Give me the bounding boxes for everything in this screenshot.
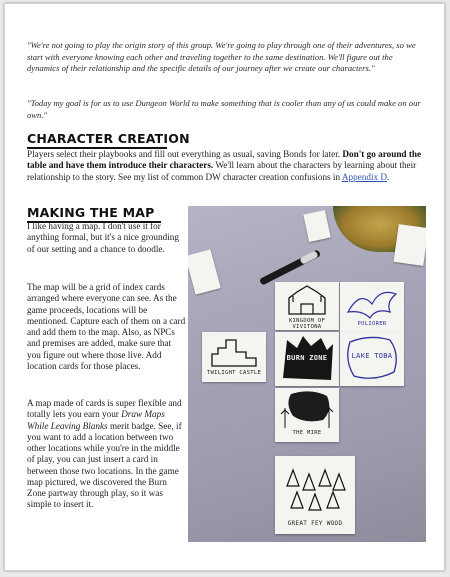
- side-card-1: [303, 210, 330, 242]
- card-mire: [275, 388, 339, 442]
- map-p3-a: A map made of cards is super flexible and totally lets you earn your: [27, 398, 182, 420]
- side-card-2: [394, 224, 426, 266]
- map-paragraph-2: The map will be a grid of index cards arranged where everyone can see. As the game proceeds, locations will be mentioned. Capture each of them on a card and add them to the map. Also, as NPCs and premises are added, make sure that you figure out where those live. Add location cards for those places.: [27, 282, 186, 371]
- map-paragraph-3: [27, 398, 187, 511]
- card-mire-label: THE MIRE: [292, 430, 322, 436]
- card-forest: [275, 456, 355, 534]
- map-photo: [188, 206, 426, 542]
- cc-text-a: Players select their playbooks and fill out everything as usual, saving Bonds for later.: [27, 149, 343, 159]
- card-dragon: [340, 282, 404, 332]
- cc-text-c: .: [387, 171, 390, 182]
- intro-quote-2: "Today my goal is for us to use Dungeon World to make something that is cooler than any of us could make on our own.": [27, 98, 421, 120]
- cc-text-bold: Don't go around the table and have them introduce their characters.: [27, 149, 422, 171]
- card-lake: [340, 332, 404, 386]
- card-burn-label: BURN ZONE: [286, 354, 328, 362]
- card-kingdom: [275, 282, 339, 330]
- map-paragraph-1: I like having a map. I don't use it for anything formal, but it's a nice grounding of our setting and a chance to doodle.: [27, 221, 179, 254]
- card-kingdom-label: KINGDOM OF VIVITONA: [288, 318, 326, 330]
- cc-text-b: We'll learn about the characters by learning about their relationship to the story. See my list of common DW character creation confusions in: [27, 160, 417, 182]
- card-burn: [275, 332, 339, 386]
- appendix-d-link[interactable]: Appendix D: [341, 171, 388, 182]
- card-lake-label: LAKE TOBA: [351, 352, 393, 360]
- side-card-3: [188, 249, 221, 294]
- card-twilight-label: TWILIGHT CASTLE: [206, 370, 262, 376]
- card-forest-label: GREAT FEY WOOD: [287, 520, 343, 527]
- heading-making-the-map: MAKING THE MAP: [27, 205, 161, 223]
- heading-character-creation: CHARACTER CREATION: [27, 131, 190, 149]
- character-creation-paragraph: [27, 149, 422, 183]
- card-twilight: [202, 332, 266, 382]
- intro-quote-1: "We're not going to play the origin story of this group. We're going to play through one of their adventures, so we start with everyone knowing each other and traveling together to the same destination. We'll figure out the dynamics of their relationship and the specific details of our journey after we create our characters.": [27, 40, 416, 74]
- map-p3-italic: Draw Maps While Leaving Blanks: [27, 409, 165, 431]
- card-dragon-label: POLIORER: [357, 321, 387, 327]
- marker-cap: [299, 250, 318, 264]
- map-p3-b: merit badge. See, if you want to add a location between two other locations while you're in the middle of play, you can just insert a card in between those two locations. In the game map pictured, we discovered the Burn Zone partway through play, so it was simple to insert it.: [27, 420, 182, 510]
